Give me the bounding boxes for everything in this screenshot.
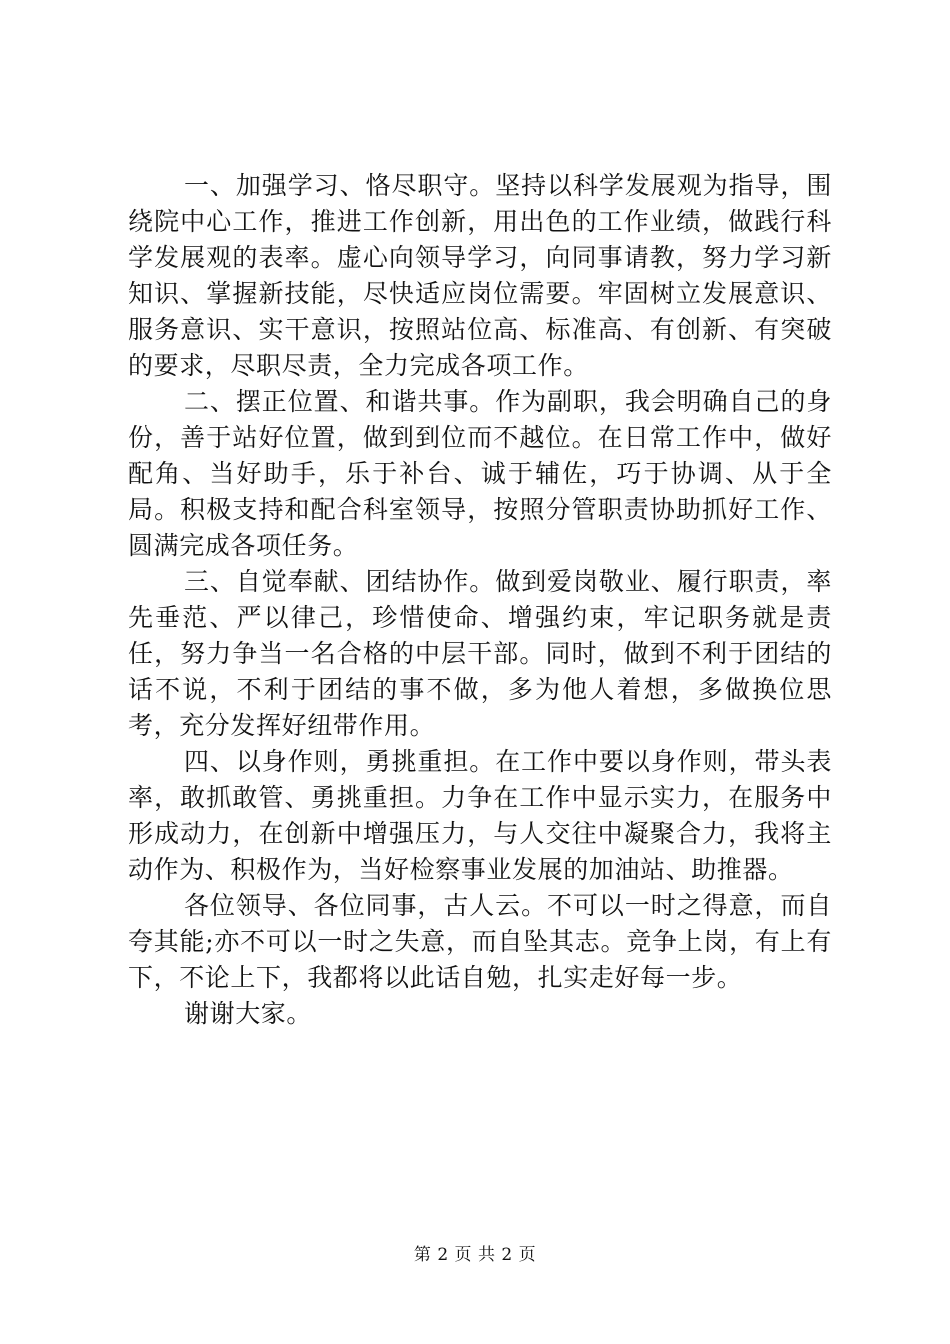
paragraph-dedication: 三、自觉奉献、团结协作。做到爱岗敬业、履行职责，率先垂范、严以律己，珍惜使命、增强约束，牢记职务就是责任，努力争当一名合格的中层干部。同时，做到不利于团结的话不说，不利于团结的事不做，多为他人着想，多做换位思考，充分发挥好纽带作用。 <box>128 567 832 740</box>
paragraph-study: 一、加强学习、恪尽职守。坚持以科学发展观为指导，围绕院中心工作，推进工作创新，用出色的工作业绩，做践行科学发展观的表率。虚心向领导学习，向同事请教，努力学习新知识、掌握新技能，尽快适应岗位需要。牢固树立发展意识、服务意识、实干意识，按照站位高、标准高、有创新、有突破的要求，尽职尽责，全力完成各项工作。 <box>128 171 832 380</box>
paragraph-position: 二、摆正位置、和谐共事。作为副职，我会明确自己的身份，善于站好位置，做到到位而不越位。在日常工作中，做好配角、当好助手，乐于补台、诚于辅佐，巧于协调、从于全局。积极支持和配合科室领导，按照分管职责协助抓好工作、圆满完成各项任务。 <box>128 387 832 560</box>
document-body <box>128 168 832 1032</box>
page-number-footer: 第 2 页 共 2 页 <box>413 1245 537 1265</box>
paragraph-example: 四、以身作则，勇挑重担。在工作中要以身作则，带头表率，敢抓敢管、勇挑重担。力争在工作中显示实力，在服务中形成动力，在创新中增强压力，与人交往中凝聚合力，我将主动作为、积极作为，当好检察事业发展的加油站、助推器。 <box>128 747 832 884</box>
paragraph-closing: 各位领导、各位同事，古人云。不可以一时之得意，而自夸其能;亦不可以一时之失意，而自坠其志。竞争上岗，有上有下，不论上下，我都将以此话自勉，扎实走好每一步。 <box>128 891 832 992</box>
paragraph-thanks: 谢谢大家。 <box>184 999 313 1028</box>
